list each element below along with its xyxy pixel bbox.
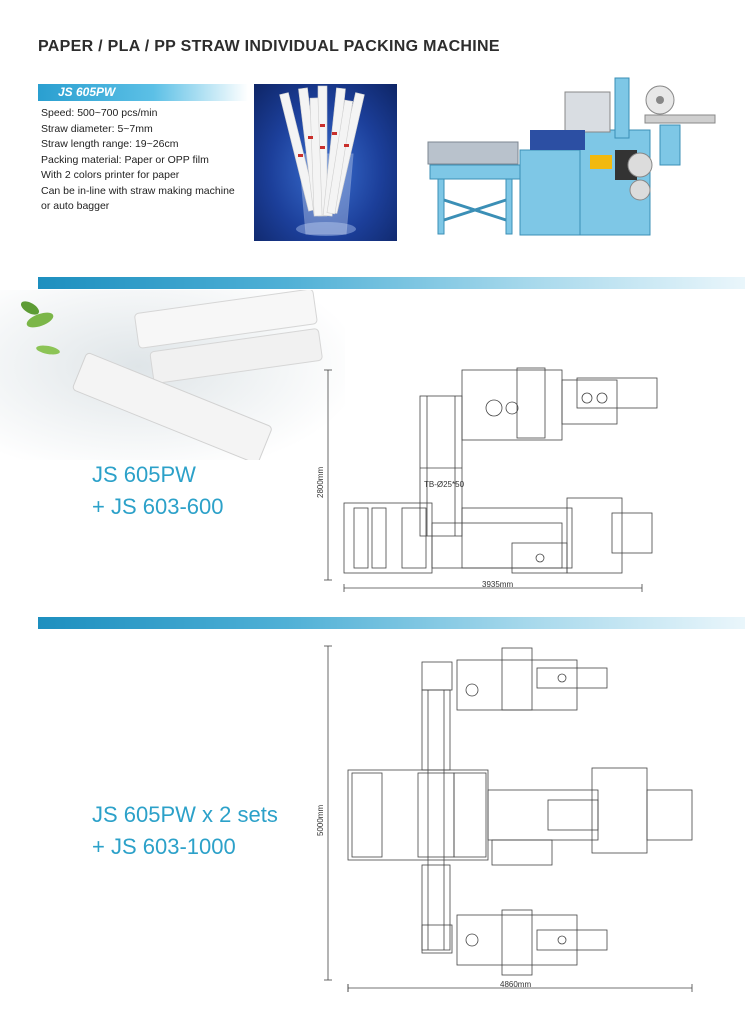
section-divider <box>38 277 745 289</box>
width-dimension: 4860mm <box>500 980 532 989</box>
layout-drawing-1 <box>312 358 672 598</box>
spec-item: Can be in-line with straw making machine <box>41 184 235 197</box>
layout-drawing-1-lines <box>312 358 672 598</box>
section-divider <box>38 617 745 629</box>
machine-photo <box>410 70 720 250</box>
straws-illustration <box>254 84 397 241</box>
callout-label: TB-Ø25*50 <box>424 480 465 489</box>
combo2-subtitle: + JS 603-1000 <box>92 834 236 859</box>
packed-straws-illustration <box>0 290 345 460</box>
straws-photo <box>254 84 397 241</box>
layout-drawing-2 <box>312 640 702 1000</box>
combo1-title: JS 605PW <box>92 462 196 487</box>
spec-item: Straw diameter: 5~7mm <box>41 122 153 135</box>
height-dimension: 5000mm <box>316 804 325 836</box>
combo1-subtitle: + JS 603-600 <box>92 494 224 519</box>
spec-item: Speed: 500~700 pcs/min <box>41 107 158 119</box>
layout-drawing-2-lines <box>312 640 702 1000</box>
height-dimension: 2800mm <box>316 466 325 498</box>
machine-illustration <box>410 70 720 250</box>
spec-list <box>41 106 235 215</box>
width-dimension: 3935mm <box>482 580 514 589</box>
spec-item: Packing material: Paper or OPP film <box>41 153 209 166</box>
combo2-title: JS 605PW x 2 sets <box>92 802 278 827</box>
model-name: JS 605PW <box>58 85 116 99</box>
spec-item: Straw length range: 19~26cm <box>41 138 179 150</box>
model-tab <box>38 84 248 101</box>
spec-item: With 2 colors printer for paper <box>41 169 180 181</box>
spec-item: or auto bagger <box>41 200 110 212</box>
page-title: PAPER / PLA / PP STRAW INDIVIDUAL PACKING MACHINE <box>38 38 500 55</box>
packed-straws-photo <box>0 290 345 460</box>
